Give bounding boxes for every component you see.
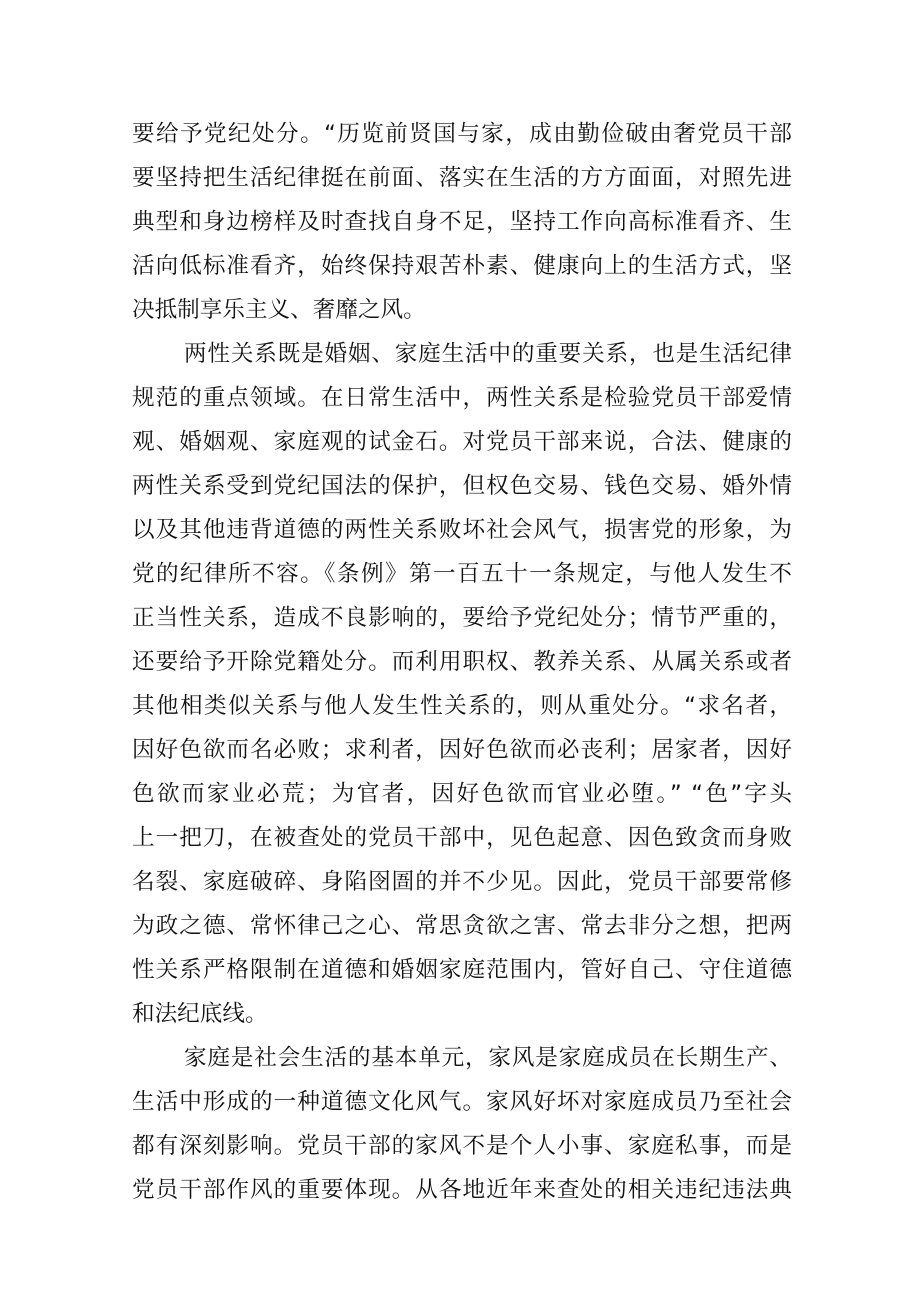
paragraph-2-line-14: 为政之德、常怀律己之心、常思贪欲之害、常去非分之想，把两	[132, 913, 792, 939]
paragraph-1-line-4: 活向低标准看齐，始终保持艰苦朴素、健康向上的生活方式，坚	[132, 253, 792, 279]
paragraph-3-line-1: 家庭是社会生活的基本单元，家风是家庭成员在长期生产、	[184, 1045, 792, 1071]
paragraph-1-line-3: 典型和身边榜样及时查找自身不足，坚持工作向高标准看齐、生	[132, 209, 792, 235]
paragraph-2-line-6: 党的纪律所不容。《条例》第一百五十一条规定，与他人发生不	[132, 561, 792, 587]
paragraph-3-line-2: 生活中形成的一种道德文化风气。家风好坏对家庭成员乃至社会	[132, 1089, 792, 1115]
paragraph-2-line-10: 因好色欲而名必败；求利者，因好色欲而必丧利；居家者，因好	[132, 737, 792, 763]
paragraph-2-line-7: 正当性关系，造成不良影响的，要给予党纪处分；情节严重的，	[132, 605, 792, 631]
paragraph-2-line-12: 上一把刀，在被查处的党员干部中，见色起意、因色致贪而身败	[132, 825, 792, 851]
paragraph-1-line-5: 决抵制享乐主义、奢靡之风。	[132, 297, 426, 323]
paragraph-2-line-13: 名裂、家庭破碎、身陷囹圄的并不少见。因此，党员干部要常修	[132, 869, 792, 895]
paragraph-2-line-5: 以及其他违背道德的两性关系败坏社会风气，损害党的形象，为	[132, 517, 792, 543]
paragraph-2-line-4: 两性关系受到党纪国法的保护，但权色交易、钱色交易、婚外情	[132, 473, 792, 499]
paragraph-1-line-2: 要坚持把生活纪律挺在前面、落实在生活的方方面面，对照先进	[132, 165, 792, 191]
paragraph-2-line-1: 两性关系既是婚姻、家庭生活中的重要关系，也是生活纪律	[184, 341, 792, 367]
paragraph-2-line-9: 其他相类似关系与他人发生性关系的，则从重处分。“求名者，	[132, 693, 792, 719]
paragraph-2-line-16: 和法纪底线。	[132, 1001, 268, 1027]
paragraph-2-line-11: 色欲而家业必荒；为官者，因好色欲而官业必堕。” “色”字头	[132, 781, 792, 807]
paragraph-3-line-4: 党员干部作风的重要体现。从各地近年来查处的相关违纪违法典	[132, 1177, 792, 1203]
paragraph-1-line-1: 要给予党纪处分。“历览前贤国与家，成由勤俭破由奢党员干部	[132, 121, 792, 147]
paragraph-2-line-8: 还要给予开除党籍处分。而利用职权、教养关系、从属关系或者	[132, 649, 792, 675]
paragraph-2-line-3: 观、婚姻观、家庭观的试金石。对党员干部来说，合法、健康的	[132, 429, 792, 455]
paragraph-3-line-3: 都有深刻影响。党员干部的家风不是个人小事、家庭私事，而是	[132, 1133, 792, 1159]
paragraph-2-line-2: 规范的重点领域。在日常生活中，两性关系是检验党员干部爱情	[132, 385, 792, 411]
paragraph-2-line-15: 性关系严格限制在道德和婚姻家庭范围内，管好自己、守住道德	[132, 957, 792, 983]
